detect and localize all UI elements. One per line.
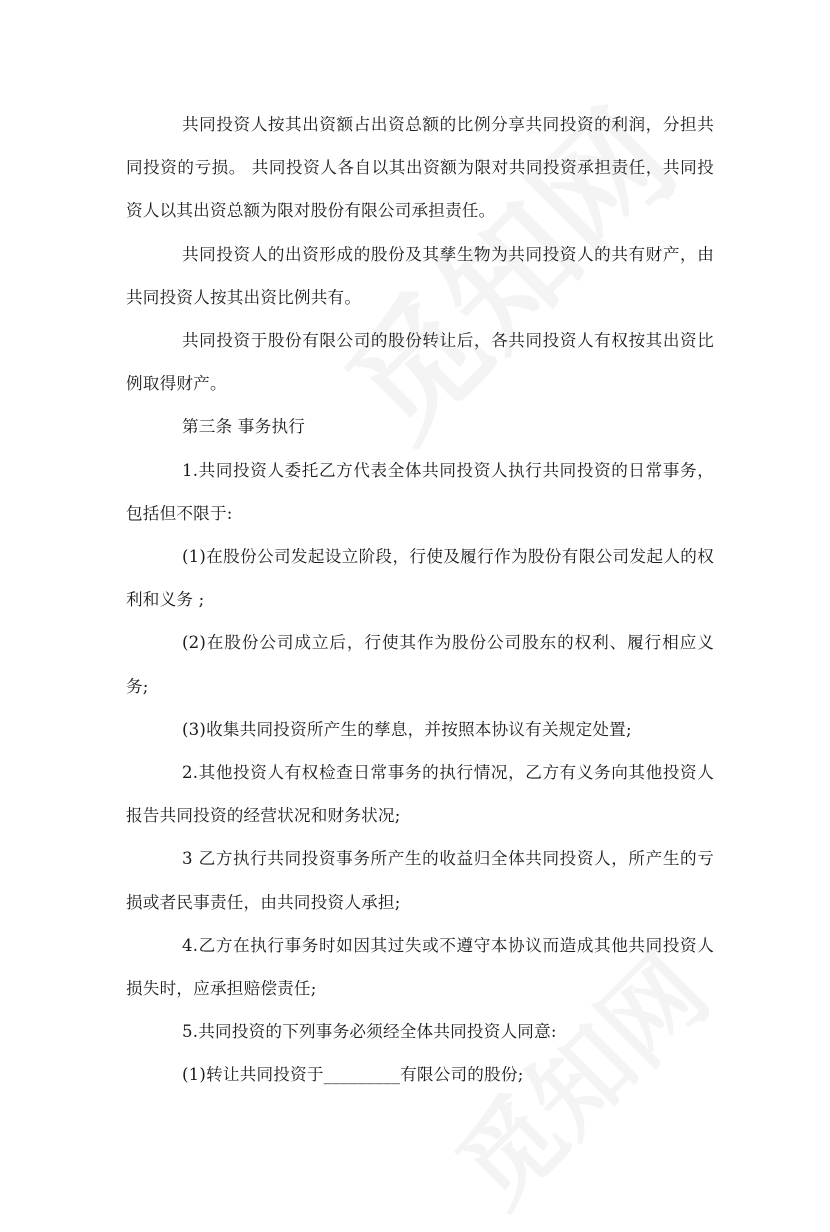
section-heading-article-3: 第三条 事务执行 (182, 417, 306, 437)
paragraph-subitem-2: (2)在股份公司成立后，行使其作为股份公司股东的权利、履行相应义务; (126, 633, 714, 696)
paragraph-shared-property: 共同投资人的出资形成的股份及其孳生物为共同投资人的共有财产，由共同投资人按其出资比例共有。 (126, 244, 714, 307)
paragraph-share-transfer: 共同投资于股份有限公司的股份转让后，各共同投资人有权按其出资比例取得财产。 (126, 331, 714, 394)
paragraph-item-2: 2.其他投资人有权检查日常事务的执行情况，乙方有义务向其他投资人报告共同投资的经营状况和财务状况; (126, 763, 714, 826)
paragraph-subitem-1: (1)在股份公司发起设立阶段，行使及履行作为股份有限公司发起人的权利和义务 ; (126, 547, 714, 610)
document-body (126, 103, 714, 1097)
paragraph-subitem-3: (3)收集共同投资所产生的孳息，并按照本协议有关规定处置; (182, 719, 632, 739)
paragraph-item-3: 3 乙方执行共同投资事务所产生的收益归全体共同投资人，所产生的亏损或者民事责任，由共同投资人承担; (126, 849, 714, 912)
paragraph-item-5: 5.共同投资的下列事务必须经全体共同投资人同意: (182, 1022, 557, 1042)
paragraph-profit-sharing: 共同投资人按其出资额占出资总额的比例分享共同投资的利润，分担共同投资的亏损。 共同投资人各自以其出资额为限对共同投资承担责任，共同投资人以其出资总额为限对股份有限公司承担责任。 (126, 115, 714, 221)
paragraph-item-5-subitem-1: (1)转让共同投资于_________有限公司的股份; (182, 1065, 524, 1085)
paragraph-item-1: 1.共同投资人委托乙方代表全体共同投资人执行共同投资的日常事务，包括但不限于: (126, 460, 714, 523)
paragraph-item-4: 4.乙方在执行事务时如因其过失或不遵守本协议而造成其他共同投资人损失时，应承担赔偿责任; (126, 935, 714, 999)
